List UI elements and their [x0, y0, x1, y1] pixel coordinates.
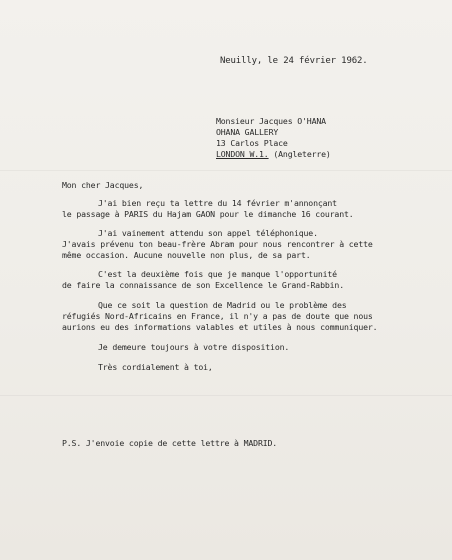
- paragraph-line: même occasion. Aucune nouvelle non plus, de sa part.: [62, 250, 311, 260]
- paragraph-line: réfugiés Nord-Africains en France, il n'y a pas de doute que nous: [62, 311, 373, 321]
- paragraph-line: aurions eu des informations valables et utiles à nous communiquer.: [62, 322, 378, 332]
- paragraph-line: J'ai vainement attendu son appel téléphonique.: [98, 228, 318, 238]
- paper-fold: [0, 170, 452, 171]
- postscript: P.S. J'envoie copie de cette lettre à MADRID.: [62, 438, 278, 448]
- recipient-city-line: [216, 149, 331, 159]
- recipient-city: LONDON W.1.: [216, 149, 269, 159]
- paragraph-line: Je demeure toujours à votre disposition.: [98, 342, 290, 352]
- paragraph-line: J'ai bien reçu ta lettre du 14 février m'annonçant: [98, 198, 337, 208]
- paragraph-line: de faire la connaissance de son Excellence le Grand-Rabbin.: [62, 280, 344, 290]
- paragraph-line: le passage à PARIS du Hajam GAON pour le dimanche 16 courant.: [62, 209, 354, 219]
- paragraph-line: J'avais prévenu ton beau-frère Abram pour nous rencontrer à cette: [62, 239, 373, 249]
- recipient-name: Monsieur Jacques O'HANA: [216, 116, 326, 126]
- paper-fold: [0, 395, 452, 396]
- recipient-street: 13 Carlos Place: [216, 138, 288, 148]
- letter-date: Neuilly, le 24 février 1962.: [220, 56, 368, 66]
- recipient-company: OHANA GALLERY: [216, 127, 279, 137]
- recipient-country: (Angleterre): [268, 149, 331, 159]
- closing: Très cordialement à toi,: [98, 362, 213, 372]
- paragraph-line: Que ce soit la question de Madrid ou le problème des: [98, 300, 347, 310]
- salutation: Mon cher Jacques,: [62, 180, 144, 190]
- paragraph-line: C'est la deuxième fois que je manque l'opportunité: [98, 269, 337, 279]
